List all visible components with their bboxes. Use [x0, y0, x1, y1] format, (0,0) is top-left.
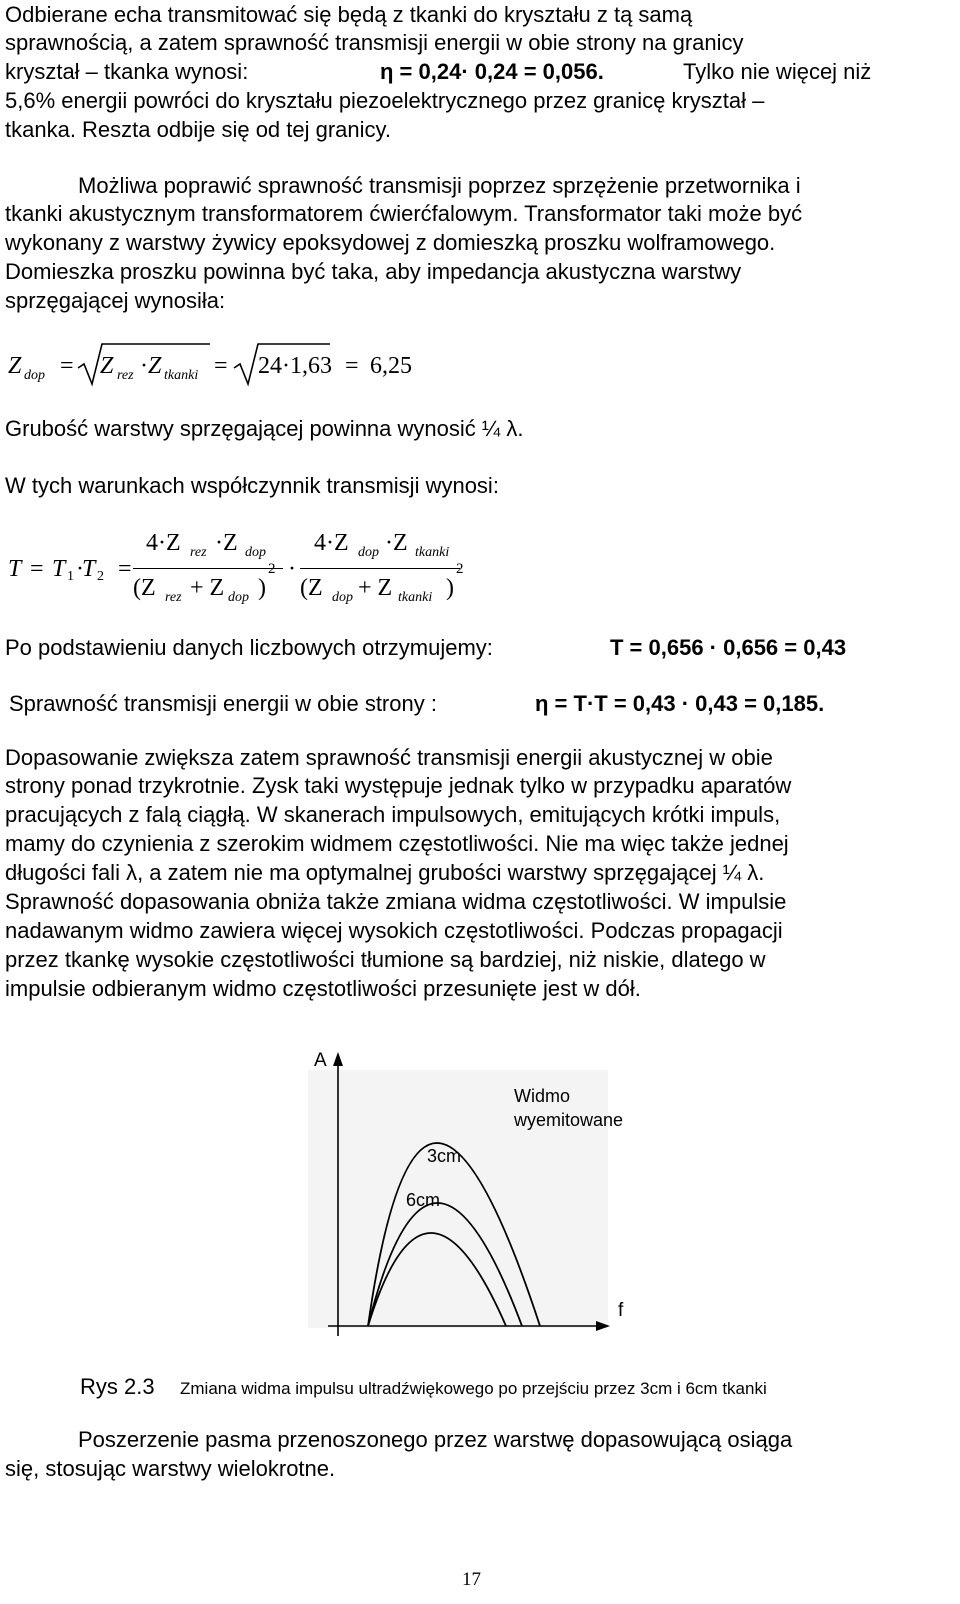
- transmission-intro-line: W tych warunkach współczynnik transmisji wynosi:: [5, 473, 499, 498]
- para4-line2: się, stosując warstwy wielokrotne.: [5, 1456, 336, 1481]
- page-number: 17: [462, 1569, 481, 1590]
- para3-line7: nadawanym widmo zawiera więcej wysokich częstotliwości. Podczas propagacji: [5, 918, 783, 943]
- fraction-bar-1: [133, 568, 283, 569]
- substitution-result: T = 0,656 · 0,656 = 0,43: [610, 635, 847, 660]
- para3-line5: długości fali λ, a zatem nie ma optymalnej grubości warstwy sprzęgającej ¼ λ.: [5, 860, 765, 885]
- para3-line6: Sprawność dopasowania obniża także zmiana widma częstotliwości. W impulsie: [5, 889, 787, 914]
- fraction-bar-2: [300, 568, 460, 569]
- para3-line3: pracujących z falą ciągłą. W skanerach impulsowych, emitujących krótki impuls,: [5, 802, 781, 827]
- figure-background: [308, 1070, 608, 1328]
- label-emitted-line2: wyemitowane: [514, 1110, 624, 1130]
- axis-label-f: f: [618, 1300, 624, 1321]
- figure-caption: Zmiana widma impulsu ultradźwiękowego po przejściu przez 3cm i 6cm tkanki: [180, 1379, 767, 1398]
- para2-line4: Domieszka proszku powinna być taka, aby impedancja akustyczna warstwy: [5, 259, 742, 284]
- para3-line2: strony ponad trzykrotnie. Zysk taki występuje jednak tylko w przypadku aparatów: [5, 773, 792, 798]
- para1-line2: sprawnością, a zatem sprawność transmisji energii w obie strony na granicy: [5, 30, 744, 55]
- substitution-line: Po podstawieniu danych liczbowych otrzymujemy:: [5, 635, 493, 660]
- para1-line5: tkanka. Reszta odbije się od tej granicy.: [5, 117, 392, 142]
- label-3cm: 3cm: [427, 1146, 462, 1166]
- para3-line4: mamy do czynienia z szerokim widmem częstotliwości. Nie ma więc także jednej: [5, 831, 789, 856]
- thickness-line: Grubość warstwy sprzęgającej powinna wynosić ¼ λ.: [5, 416, 524, 441]
- para2-line3: wykonany z warstwy żywicy epoksydowej z domieszką proszku wolframowego.: [5, 230, 776, 255]
- para1-line1: Odbierane echa transmitować się będą z tkanki do kryształu z tą samą: [5, 2, 693, 27]
- efficiency-result: η = T·T = 0,43 · 0,43 = 0,185.: [535, 691, 825, 716]
- document-page: Odbierane echa transmitować się będą z tkanki do kryształu z tą samą sprawnością, a zatem sprawność transmisji energii w obie strony na granicy kryształ – tkanka wynosi: η = 0,24· 0,24 = 0,056. Tylko nie więcej niż 5,6% energii powróci do kryształu piezoelektrycznego przez granicę kryształ – tkanka. Reszta odbije się od tej granicy. Możliwa poprawić sprawność transmisji poprzez sprzężenie przetwornika i tkanki akustycznym transformatorem ćwierćfalowym. Transformator taki może być wykonany z warstwy żywicy epoksydowej z domieszką proszku wolframowego. Domieszka proszku powinna być taka, aby impedancja akustyczna warstwy sprzęgającej wynosiła: Z dop = Z rez · Z tkanki = 24·1,63 = 6,25 Grubość warstwy sprzęgającej powinna wynosić ¼ λ. W tych warunkach współczynnik transmisji wynosi: T = T 1 · T 2 = 4·Z rez ·Z dop (Z rez + Z dop ) 2 · 4·Z dop ·Z tkanki (Z dop + Z tkanki ) 2 Po podstawieniu danych liczbowych otrzymujemy: T = 0,656 · 0,656 = 0,43 Sprawność transmisji energii w obie strony : η = T·T = 0,43 · 0,43 = 0,185. Dopasowanie zwiększa zatem sprawność transmisji energii akustycznej w obie strony ponad trzykrotnie. Zysk taki występuje jednak tylko w przypadku aparatów pracujących z falą ciągłą. W skanerach impulsowych, emitujących krótki impuls, mamy do czynienia z szerokim widmem częstotliwości. Nie ma więc także jednej długości fali λ, a zatem nie ma optymalnej grubości warstwy sprzęgającej ¼ λ. Sprawność dopasowania obniża także zmiana widma częstotliwości. W impulsie nadawanym widmo zawiera więcej wysokich częstotliwości. Podczas propagacji przez tkankę wysokie częstotliwości tłumione są bardziej, niż niskie, dlatego w impulsie odbieranym widmo częstotliwości przesunięte jest w dół. A f Widmo wyemitowane 3cm 6cm Rys 2.3 Zmiana widma impulsu ultradźwiękowego po przejściu przez 3cm i 6cm tkanki Poszerzenie pasma przenoszonego przez warstwę dopasowującą osiąga się, stosując warstwy wielokrotne. 17: [0, 0, 960, 1604]
- para2-line5: sprzęgającej wynosiła:: [5, 288, 226, 313]
- para3-line1: Dopasowanie zwiększa zatem sprawność transmisji energii akustycznej w obie: [5, 745, 773, 770]
- para1-efficiency-formula: η = 0,24· 0,24 = 0,056.: [380, 59, 604, 84]
- label-emitted-line1: Widmo: [514, 1086, 571, 1106]
- para2-line2: tkanki akustycznym transformatorem ćwierćfalowym. Transformator taki może być: [5, 201, 803, 226]
- efficiency-line: Sprawność transmisji energii w obie strony :: [9, 691, 437, 716]
- para4-line1: Poszerzenie pasma przenoszonego przez warstwę dopasowującą osiąga: [78, 1427, 793, 1452]
- para2-line1: Możliwa poprawić sprawność transmisji poprzez sprzężenie przetwornika i: [78, 173, 801, 198]
- spectrum-figure: [300, 1040, 660, 1340]
- y-axis-arrow: [333, 1052, 343, 1066]
- label-6cm: 6cm: [406, 1190, 441, 1210]
- figure-caption-prefix: Rys 2.3: [80, 1374, 155, 1399]
- axis-label-a: A: [314, 1050, 327, 1071]
- para1-line4: 5,6% energii powróci do kryształu piezoelektrycznego przez granicę kryształ –: [5, 88, 765, 113]
- para3-line9: impulsie odbieranym widmo częstotliwości przesunięte jest w dół.: [5, 976, 641, 1001]
- para3-line8: przez tkankę wysokie częstotliwości tłumione są bardziej, niż niskie, dlatego w: [5, 947, 766, 972]
- para1-line3-tail: Tylko nie więcej niż: [683, 59, 872, 84]
- para1-line3-text: kryształ – tkanka wynosi:: [5, 59, 249, 84]
